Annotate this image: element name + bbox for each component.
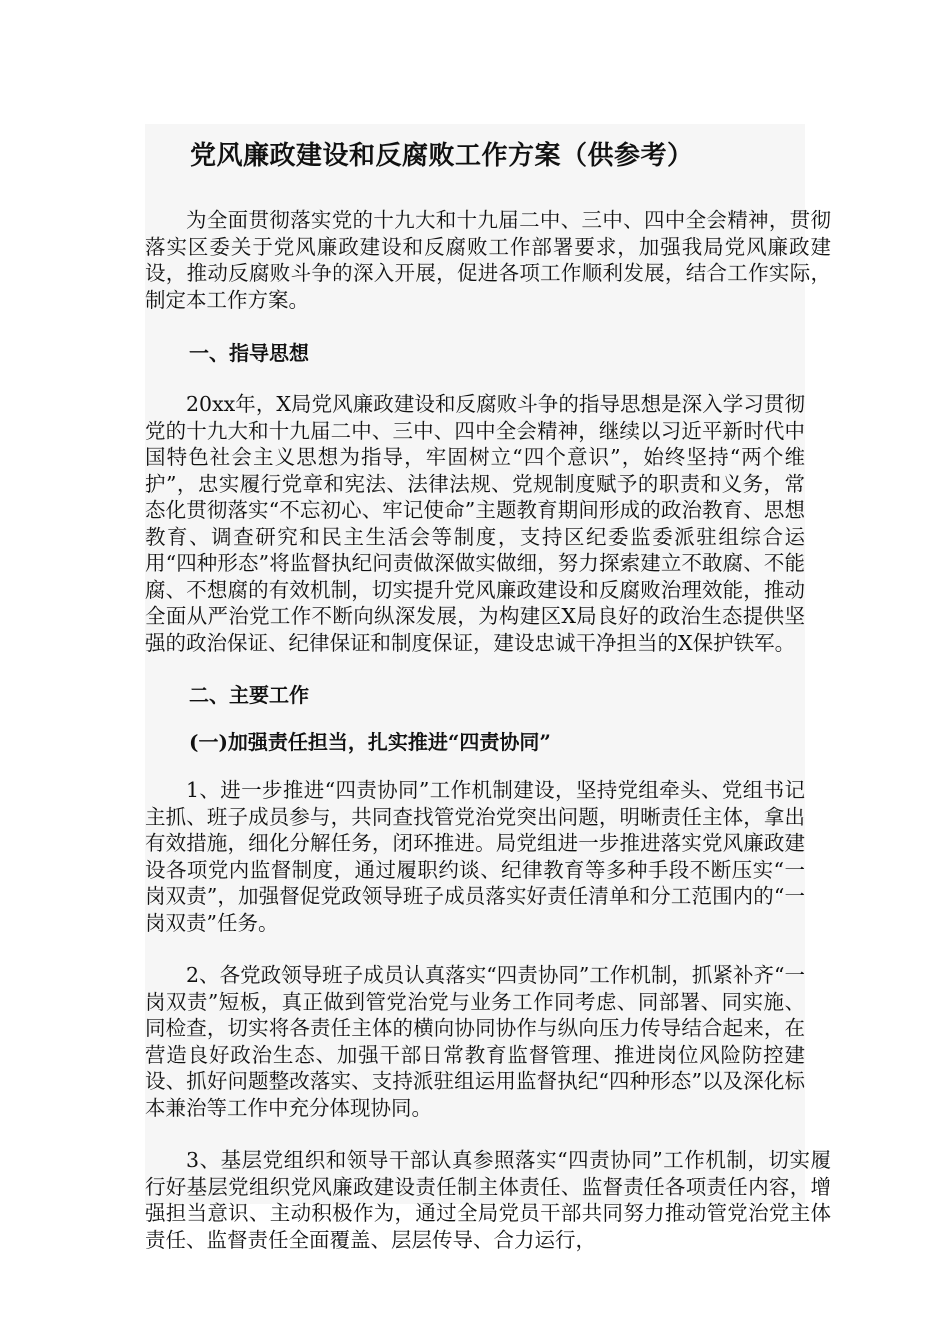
section-heading-main-work: 二、主要工作 (189, 683, 309, 707)
work-item-2: 2、各党政领导班子成员认真落实“四责协同”工作机制，抓紧补齐“一岗双责”短板，真正做到管党治党与业务工作同考虑、同部署、同实施、同检查，切实将各责任主体的横向协同协作与纵向压力传导结合起来，在营造良好政治生态、加强干部日常教育监督管理、推进岗位风险防控建设、抓好问题整改落实、支持派驻组运用监督执纪“四种形态”以及深化标本兼治等工作中充分体现协同。 (145, 963, 805, 1120)
intro-paragraph: 为全面贯彻落实党的十九大和十九届二中、三中、四中全会精神，贯彻落实区委关于党风廉政建设和反腐败工作部署要求，加强我局党风廉政建设，推动反腐败斗争的深入开展，促进各项工作顺利发展，结合工作实际，制定本工作方案。 (145, 208, 831, 312)
section-heading-guiding-ideology: 一、指导思想 (189, 341, 309, 365)
document-body (145, 124, 835, 1253)
guiding-ideology-paragraph: 20xx年，X局党风廉政建设和反腐败斗争的指导思想是深入学习贯彻党的十九大和十九届二中、三中、四中全会精神，继续以习近平新时代中国特色社会主义思想为指导，牢固树立“四个意识”，始终坚持“两个维护”，忠实履行党章和宪法、法律法规、党规制度赋予的职责和义务，常态化贯彻落实“不忘初心、牢记使命”主题教育期间形成的政治教育、思想教育、调查研究和民主生活会等制度，支持区纪委监委派驻组综合运用“四种形态”将监督执纪问责做深做实做细，努力探索建立不敢腐、不能腐、不想腐的有效机制，切实提升党风廉政建设和反腐败治理效能，推动全面从严治党工作不断向纵深发展，为构建区X局良好的政治生态提供坚强的政治保证、纪律保证和制度保证，建设忠诚干净担当的X保护铁军。 (145, 392, 805, 655)
subsection-heading-responsibility: (一)加强责任担当，扎实推进“四责协同” (189, 730, 551, 754)
work-item-1: 1、进一步推进“四责协同”工作机制建设，坚持党组牵头、党组书记主抓、班子成员参与，共同查找管党治党突出问题，明晰责任主体，拿出有效措施，细化分解任务，闭环推进。局党组进一步推进落实党风廉政建设各项党内监督制度，通过履职约谈、纪律教育等多种手段不断压实“一岗双责”，加强督促党政领导班子成员落实好责任清单和分工范围内的“一岗双责”任务。 (145, 778, 805, 935)
document-title: 党风廉政建设和反腐败工作方案（供参考） (190, 141, 694, 171)
work-item-3: 3、基层党组织和领导干部认真参照落实“四责协同”工作机制，切实履行好基层党组织党风廉政建设责任制主体责任、监督责任各项责任内容，增强担当意识、主动积极作为，通过全局党员干部共同努力推动管党治党主体责任、监督责任全面覆盖、层层传导、合力运行， (145, 1148, 831, 1252)
